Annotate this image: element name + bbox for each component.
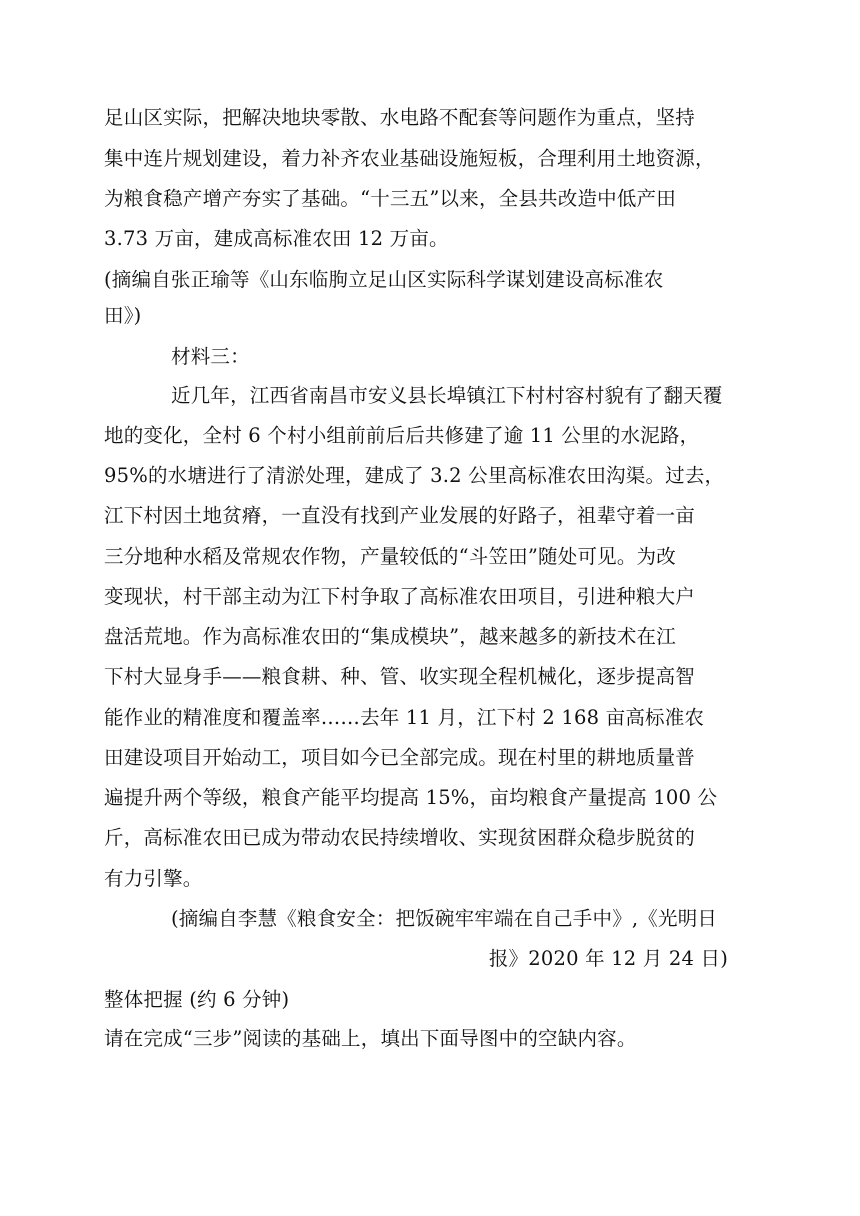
paragraph-line: 95%的水塘进行了清淤处理，建成了 3.2 公里高标准农田沟渠。过去， — [104, 464, 725, 487]
paragraph-line: 近几年，江西省南昌市安义县长埠镇江下村村容村貌有了翻天覆 — [171, 384, 723, 407]
paragraph-line: 有力引擎。 — [104, 867, 203, 890]
paragraph-line: 3.73 万亩，建成高标准农田 12 万亩。 — [104, 227, 449, 250]
source-citation-line: (摘编自李慧《粮食安全：把饭碗牢牢端在自己手中》,《光明日 — [171, 907, 718, 930]
paragraph-line: 盘活荒地。作为高标准农田的“集成模块”，越来越多的新技术在江 — [104, 625, 676, 648]
paragraph-line: 足山区实际，把解决地块零散、水电路不配套等问题作为重点，坚持 — [104, 106, 696, 129]
paragraph-line: 遍提升两个等级，粮食产能平均提高 15%，亩均粮食产量提高 100 公 — [104, 786, 718, 809]
paragraph-line: 地的变化，全村 6 个村小组前前后后共修建了逾 11 公里的水泥路， — [104, 424, 700, 447]
paragraph-line: 为粮食稳产增产夯实了基础。“十三五”以来，全县共改造中低产田 — [104, 187, 676, 210]
source-citation-line: 田》) — [104, 304, 142, 327]
paragraph-line: 田建设项目开始动工，项目如今已全部完成。现在村里的耕地质量普 — [104, 746, 696, 769]
paragraph-line: 能作业的精准度和覆盖率……去年 11 月，江下村 2 168 亩高标准农 — [104, 706, 705, 729]
paragraph-line: 集中连片规划建设，着力补齐农业基础设施短板，合理利用土地资源， — [104, 147, 715, 170]
paragraph-line: 江下村因土地贫瘠，一直没有找到产业发展的好路子，祖辈守着一亩 — [104, 504, 696, 527]
source-citation-line: (摘编自张正瑜等《山东临朐立足山区实际科学谋划建设高标准农 — [104, 268, 664, 291]
section-heading: 整体把握 (约 6 分钟) — [104, 988, 290, 1011]
material-heading: 材料三： — [171, 345, 250, 368]
instruction-text: 请在完成“三步”阅读的基础上，填出下面导图中的空缺内容。 — [104, 1027, 637, 1050]
source-citation-line: 报》2020 年 12 月 24 日) — [488, 947, 728, 970]
paragraph-line: 三分地种水稻及常规农作物，产量较低的“斗笠田”随处可见。为改 — [104, 545, 676, 568]
paragraph-line: 斤，高标准农田已成为带动农民持续增收、实现贫困群众稳步脱贫的 — [104, 826, 696, 849]
paragraph-line: 变现状，村干部主动为江下村争取了高标准农田项目，引进种粮大户 — [104, 585, 696, 608]
paragraph-line: 下村大显身手——粮食耕、种、管、收实现全程机械化，逐步提高智 — [104, 665, 696, 688]
